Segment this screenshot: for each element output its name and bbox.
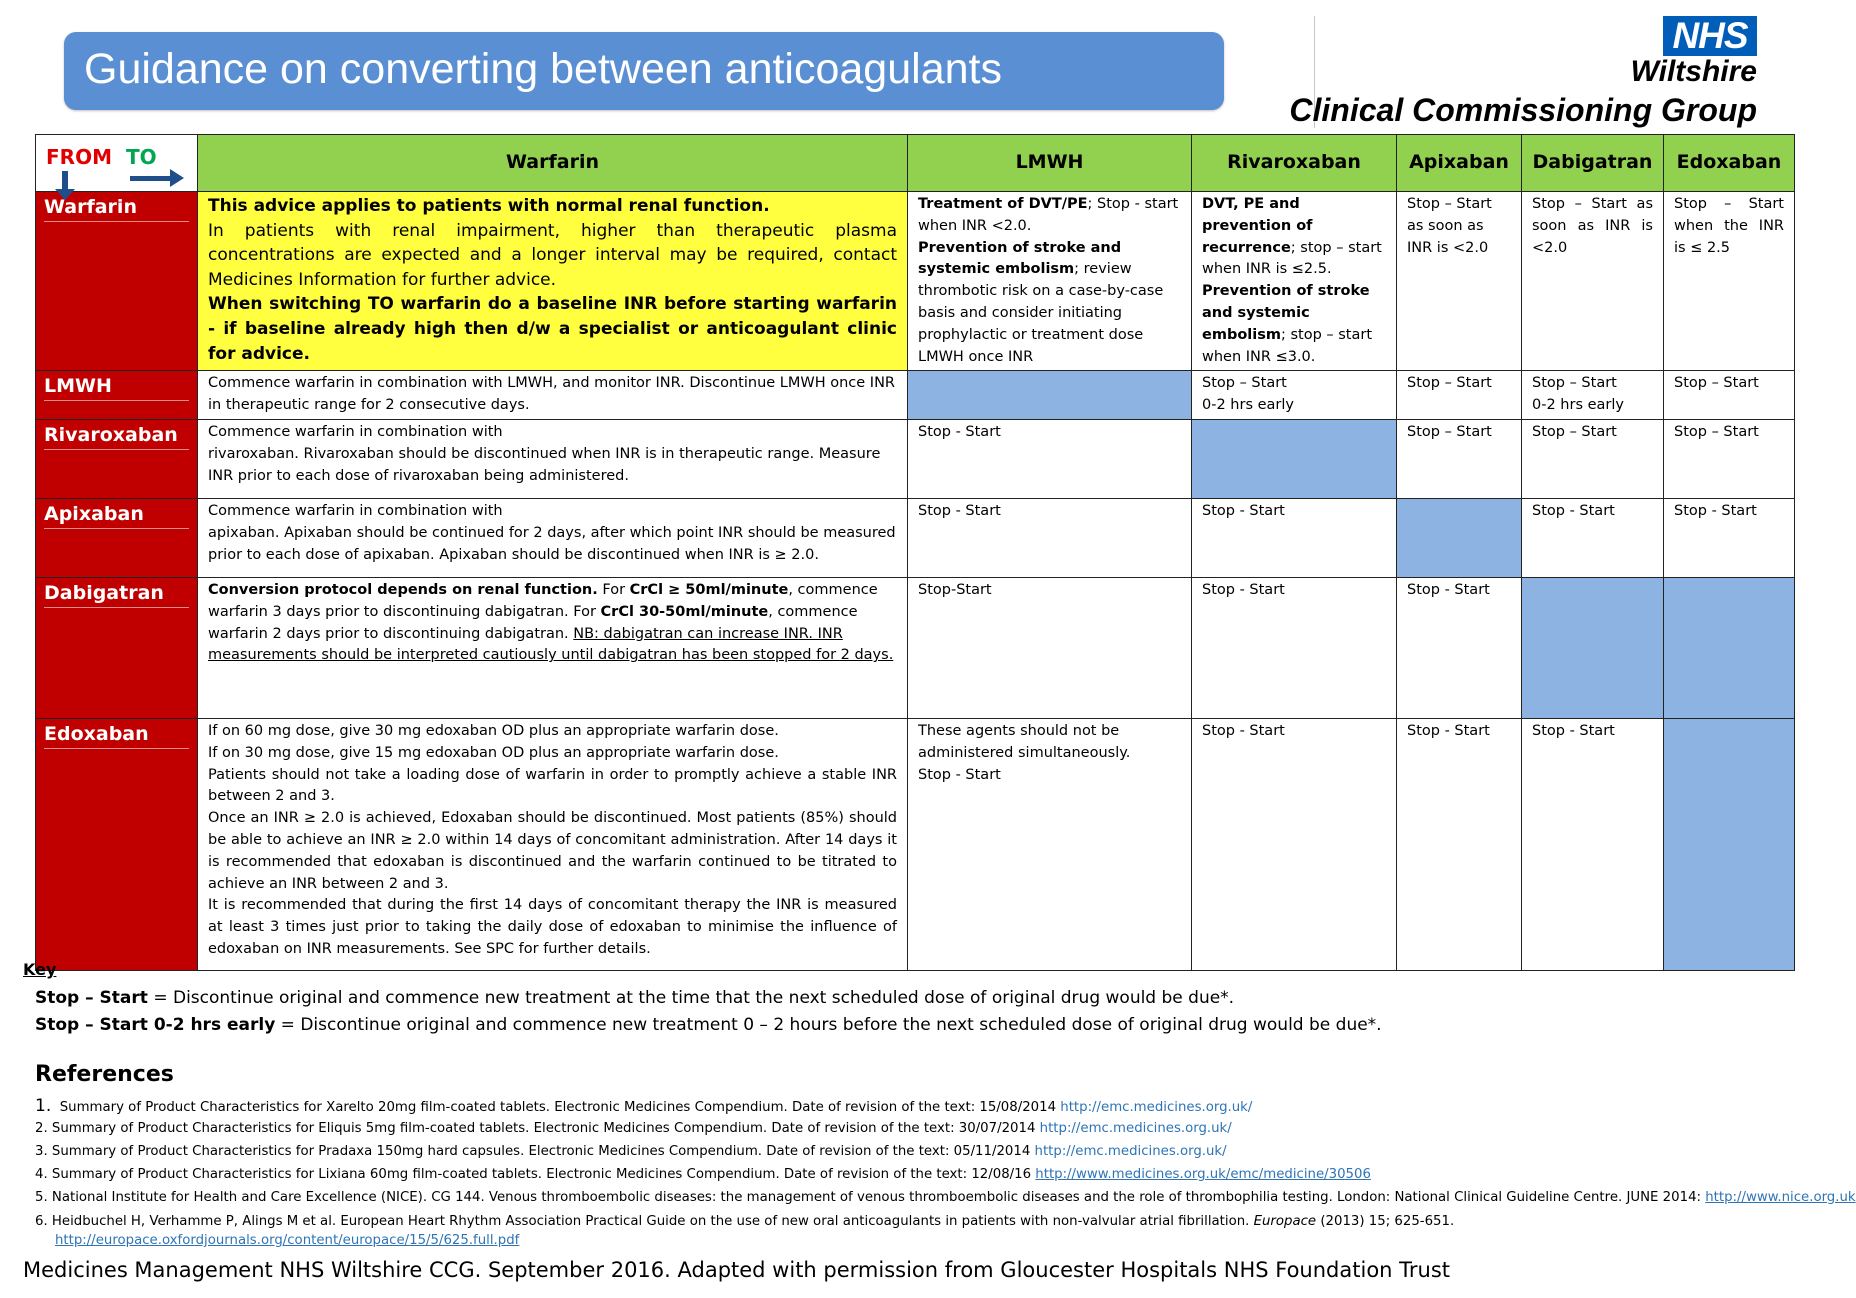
- cell-dabigatran-apixaban: Stop - Start: [1397, 577, 1522, 718]
- row-label: Dabigatran: [44, 581, 189, 608]
- key-heading: Key: [23, 960, 57, 979]
- cell-lmwh-edoxaban: Stop – Start: [1664, 371, 1795, 420]
- row-header-edoxaban: [36, 718, 198, 970]
- cell-rivaroxaban-dabigatran: Stop – Start: [1522, 419, 1664, 498]
- cell-lmwh-dabigatran: [1522, 371, 1664, 420]
- col-header-rivaroxaban: Rivaroxaban: [1192, 135, 1397, 192]
- cell-text: ; review thrombotic risk on a case-by-case basis and consider initiating prophylactic or treatment dose LMWH once INR: [918, 261, 1164, 365]
- cell-rivaroxaban-warfarin: [198, 419, 908, 498]
- cell-warfarin-rivaroxaban: [1192, 192, 1397, 371]
- cell-text: Commence warfarin in combination with: [208, 502, 503, 519]
- reference-link[interactable]: http://www.nice.org.uk: [1705, 1190, 1856, 1205]
- table-row-edoxaban: [36, 718, 1795, 970]
- cell-warfarin-edoxaban: Stop – Start when the INR is ≤ 2.5: [1664, 192, 1795, 371]
- reference-link[interactable]: http://emc.medicines.org.uk/: [1034, 1144, 1227, 1159]
- reference-6: [35, 1214, 1454, 1229]
- cell-text: Stop – Start: [1532, 375, 1617, 392]
- references-heading: References: [35, 1062, 174, 1087]
- cell-text: It is recommended that during the first 14 days of concomitant therapy the INR is measured at least 3 times just prior to taking the daily dose of edoxaban to minimise the influence of edoxaban on INR measurements. See SPC for further details.: [208, 897, 897, 957]
- col-header-lmwh: LMWH: [908, 135, 1192, 192]
- col-header-dabigatran: Dabigatran: [1522, 135, 1664, 192]
- reference-4: [35, 1167, 1371, 1182]
- reference-link[interactable]: http://emc.medicines.org.uk/: [1060, 1100, 1253, 1115]
- cell-warfarin-warfarin: [198, 192, 908, 371]
- cell-rivaroxaban-rivaroxaban: [1192, 419, 1397, 498]
- cell-text: If on 60 mg dose, give 30 mg edoxaban OD plus an appropriate warfarin dose.: [208, 722, 779, 739]
- cell-text: Once an INR ≥ 2.0 is achieved, Edoxaban should be discontinued. Most patients (85%) should be able to achieve an INR ≥ 2.0 within 14 days of concomitant administration. After 14 days it is recommended that edoxaban is discontinued and the warfarin continued to be titrated to achieve an INR between 2 and 3.: [208, 810, 897, 892]
- to-label: TO: [126, 145, 157, 169]
- cell-text: apixaban. Apixaban should be continued for 2 days, after which point INR should be measured prior to each dose of apixaban. Apixaban should be discontinued when INR is ≥ 2.0.: [208, 524, 896, 563]
- cell-rivaroxaban-edoxaban: Stop – Start: [1664, 419, 1795, 498]
- cell-text: Commence warfarin in combination with: [208, 423, 503, 440]
- reference-3: [35, 1144, 1227, 1159]
- renal-function-note: This advice applies to patients with normal renal function.: [208, 196, 770, 216]
- cell-edoxaban-lmwh: [908, 718, 1192, 970]
- reference-link[interactable]: http://europace.oxfordjournals.org/content/europace/15/5/625.full.pdf: [55, 1233, 520, 1248]
- cell-text: For: [597, 581, 630, 598]
- cell-apixaban-dabigatran: Stop - Start: [1522, 498, 1664, 577]
- reference-journal: Europace: [1253, 1214, 1317, 1229]
- cell-bold-text: Prevention of stroke and systemic embolism: [918, 239, 1122, 278]
- title-banner: [64, 32, 1224, 110]
- reference-text: 4. Summary of Product Characteristics for Lixiana 60mg film-coated tablets. Electronic Medicines Compendium. Date of revision of the text: 12/08/16: [35, 1167, 1036, 1182]
- cell-edoxaban-apixaban: Stop - Start: [1397, 718, 1522, 970]
- cell-bold-text: CrCl 30-50ml/minute: [600, 603, 769, 620]
- cell-lmwh-warfarin: Commence warfarin in combination with LMWH, and monitor INR. Discontinue LMWH once INR in therapeutic range for 2 consecutive days.: [198, 371, 908, 420]
- reference-link[interactable]: http://emc.medicines.org.uk/: [1039, 1121, 1232, 1136]
- key-line-stop-start-early: [35, 1015, 1382, 1035]
- cell-apixaban-apixaban: [1397, 498, 1522, 577]
- row-header-dabigatran: [36, 577, 198, 718]
- reference-text: 3. Summary of Product Characteristics for Pradaxa 150mg hard capsules. Electronic Medicines Compendium. Date of revision of the text: 05/11/2014: [35, 1144, 1035, 1159]
- reference-text: 2. Summary of Product Characteristics for Eliquis 5mg film-coated tablets. Electronic Medicines Compendium. Date of revision of the text: 30/07/2014: [35, 1121, 1040, 1136]
- baseline-inr-note: When switching TO warfarin do a baseline INR before starting warfarin - if baseline already high then d/w a specialist or anticoagulant clinic for advice.: [208, 294, 897, 364]
- cell-bold-text: CrCl ≥ 50ml/minute: [629, 581, 789, 598]
- row-label: Apixaban: [44, 502, 189, 529]
- cell-dabigatran-edoxaban: [1664, 577, 1795, 718]
- cell-lmwh-lmwh: [908, 371, 1192, 420]
- row-header-apixaban: [36, 498, 198, 577]
- cell-lmwh-rivaroxaban: [1192, 371, 1397, 420]
- cell-edoxaban-edoxaban: [1664, 718, 1795, 970]
- cell-warfarin-dabigatran: Stop – Start as soon as INR is <2.0: [1522, 192, 1664, 371]
- footer-credit: Medicines Management NHS Wiltshire CCG. September 2016. Adapted with permission from Gloucester Hospitals NHS Foundation Trust: [23, 1258, 1451, 1282]
- key-term: Stop – Start 0-2 hrs early: [35, 1015, 276, 1035]
- table-row-rivaroxaban: [36, 419, 1795, 498]
- cell-dabigatran-rivaroxaban: Stop - Start: [1192, 577, 1397, 718]
- table-row-warfarin: [36, 192, 1795, 371]
- cell-text: 0-2 hrs early: [1532, 397, 1624, 414]
- logo-ccg: Clinical Commissioning Group: [1289, 92, 1757, 128]
- cell-dabigatran-warfarin: [198, 577, 908, 718]
- reference-2: [35, 1121, 1232, 1136]
- cell-text: ; stop – start when INR ≤3.0.: [1202, 326, 1373, 365]
- col-header-apixaban: Apixaban: [1397, 135, 1522, 192]
- cell-edoxaban-rivaroxaban: Stop - Start: [1192, 718, 1397, 970]
- cell-rivaroxaban-apixaban: Stop – Start: [1397, 419, 1522, 498]
- cell-apixaban-rivaroxaban: Stop - Start: [1192, 498, 1397, 577]
- nhs-logo-box: [1663, 16, 1757, 56]
- reference-text: (2013) 15; 625-651.: [1316, 1214, 1455, 1229]
- cell-text: 0-2 hrs early: [1202, 397, 1294, 414]
- cell-bold-text: Conversion protocol depends on renal function.: [208, 581, 598, 598]
- row-header-warfarin: [36, 192, 198, 371]
- row-header-lmwh: [36, 371, 198, 420]
- cell-text: , commence warfarin 3 days prior to discontinuing dabigatran. For: [208, 581, 878, 620]
- reference-5: [35, 1190, 1856, 1205]
- row-label: Edoxaban: [44, 722, 189, 749]
- table-row-apixaban: [36, 498, 1795, 577]
- cell-apixaban-lmwh: Stop - Start: [908, 498, 1192, 577]
- cell-dabigatran-dabigatran: [1522, 577, 1664, 718]
- cell-text: These agents should not be administered simultaneously.: [918, 722, 1131, 761]
- cell-text: ; Stop - start when INR <2.0.: [918, 196, 1179, 234]
- reference-1: [35, 1096, 1252, 1116]
- key-definition: = Discontinue original and commence new treatment at the time that the next scheduled dose of original drug would be due*.: [147, 988, 1235, 1008]
- reference-text: 5. National Institute for Health and Care Excellence (NICE). CG 144. Venous thromboembolic diseases: the management of venous thromboembolic diseases and the role of thrombophilia testing. London: National Clinical Guideline Centre. JUNE 2014:: [35, 1190, 1706, 1205]
- page-title: Guidance on converting between anticoagulants: [84, 45, 1002, 93]
- cell-edoxaban-warfarin: [198, 718, 908, 970]
- from-to-corner: [36, 135, 198, 192]
- table-row-dabigatran: [36, 577, 1795, 718]
- logo-wiltshire: Wiltshire: [1630, 55, 1757, 88]
- row-label: Rivaroxaban: [44, 423, 189, 450]
- cell-warfarin-apixaban: Stop – Start as soon as INR is <2.0: [1397, 192, 1522, 371]
- cell-warfarin-lmwh: [908, 192, 1192, 371]
- cell-text: ; stop – start when INR is ≤2.5.: [1202, 239, 1382, 278]
- cell-apixaban-warfarin: [198, 498, 908, 577]
- arrow-right-icon: [130, 176, 172, 181]
- reference-6-link-line: [55, 1233, 519, 1248]
- key-definition: = Discontinue original and commence new treatment 0 – 2 hours before the next scheduled dose of original drug would be due*.: [275, 1015, 1382, 1035]
- row-label: Warfarin: [44, 195, 189, 222]
- col-header-warfarin: Warfarin: [198, 135, 908, 192]
- nhs-logo-text: NHS: [1672, 15, 1748, 56]
- cell-bold-text: Prevention of stroke and systemic embolism: [1202, 283, 1370, 343]
- arrow-down-icon: [62, 171, 68, 191]
- reference-number: 1.: [35, 1096, 52, 1116]
- reference-text: Summary of Product Characteristics for Xarelto 20mg film-coated tablets. Electronic Medicines Compendium. Date of revision of the text: 15/08/2014: [59, 1100, 1061, 1115]
- cell-bold-text: Treatment of DVT/PE: [918, 196, 1088, 212]
- col-header-edoxaban: Edoxaban: [1664, 135, 1795, 192]
- header-row: [36, 135, 1795, 192]
- reference-text: 6. Heidbuchel H, Verhamme P, Alings M et al. European Heart Rhythm Association Practical Guide on the use of new oral anticoagulants in patients with non-valvular atrial fibrillation.: [35, 1214, 1254, 1229]
- cell-rivaroxaban-lmwh: Stop - Start: [908, 419, 1192, 498]
- renal-impairment-note: In patients with renal impairment, higher than therapeutic plasma concentrations are expected and a longer interval may be required, contact Medicines Information for further advice.: [208, 220, 897, 290]
- cell-text: Stop – Start: [1202, 375, 1287, 392]
- row-header-rivaroxaban: [36, 419, 198, 498]
- table-row-lmwh: [36, 371, 1795, 420]
- key-term: Stop – Start: [35, 988, 148, 1008]
- conversion-table: [35, 134, 1795, 971]
- cell-dabigatran-lmwh: Stop-Start: [908, 577, 1192, 718]
- nhs-wiltshire-logo: [1289, 15, 1757, 136]
- cell-text: Stop - Start: [918, 766, 1001, 783]
- reference-link[interactable]: http://www.medicines.org.uk/emc/medicine/30506: [1035, 1167, 1371, 1182]
- cell-edoxaban-dabigatran: Stop - Start: [1522, 718, 1664, 970]
- from-label: FROM: [46, 145, 112, 169]
- cell-underlined-text: NB: dabigatran can increase INR. INR measurements should be interpreted cautiously until dabigatran has been stopped for 2 days.: [208, 625, 894, 664]
- row-label: LMWH: [44, 374, 189, 401]
- cell-apixaban-edoxaban: Stop - Start: [1664, 498, 1795, 577]
- cell-text: rivaroxaban. Rivaroxaban should be discontinued when INR is in therapeutic range. Measure INR prior to each dose of rivaroxaban being administered.: [208, 445, 881, 484]
- key-line-stop-start: [35, 988, 1234, 1008]
- cell-lmwh-apixaban: Stop – Start: [1397, 371, 1522, 420]
- cell-text: Patients should not take a loading dose of warfarin in order to promptly achieve a stable INR between 2 and 3.: [208, 766, 897, 805]
- cell-text: If on 30 mg dose, give 15 mg edoxaban OD plus an appropriate warfarin dose.: [208, 744, 779, 761]
- cell-text: , commence warfarin 2 days prior to discontinuing dabigatran.: [208, 603, 858, 642]
- cell-bold-text: DVT, PE and prevention of recurrence: [1202, 196, 1313, 256]
